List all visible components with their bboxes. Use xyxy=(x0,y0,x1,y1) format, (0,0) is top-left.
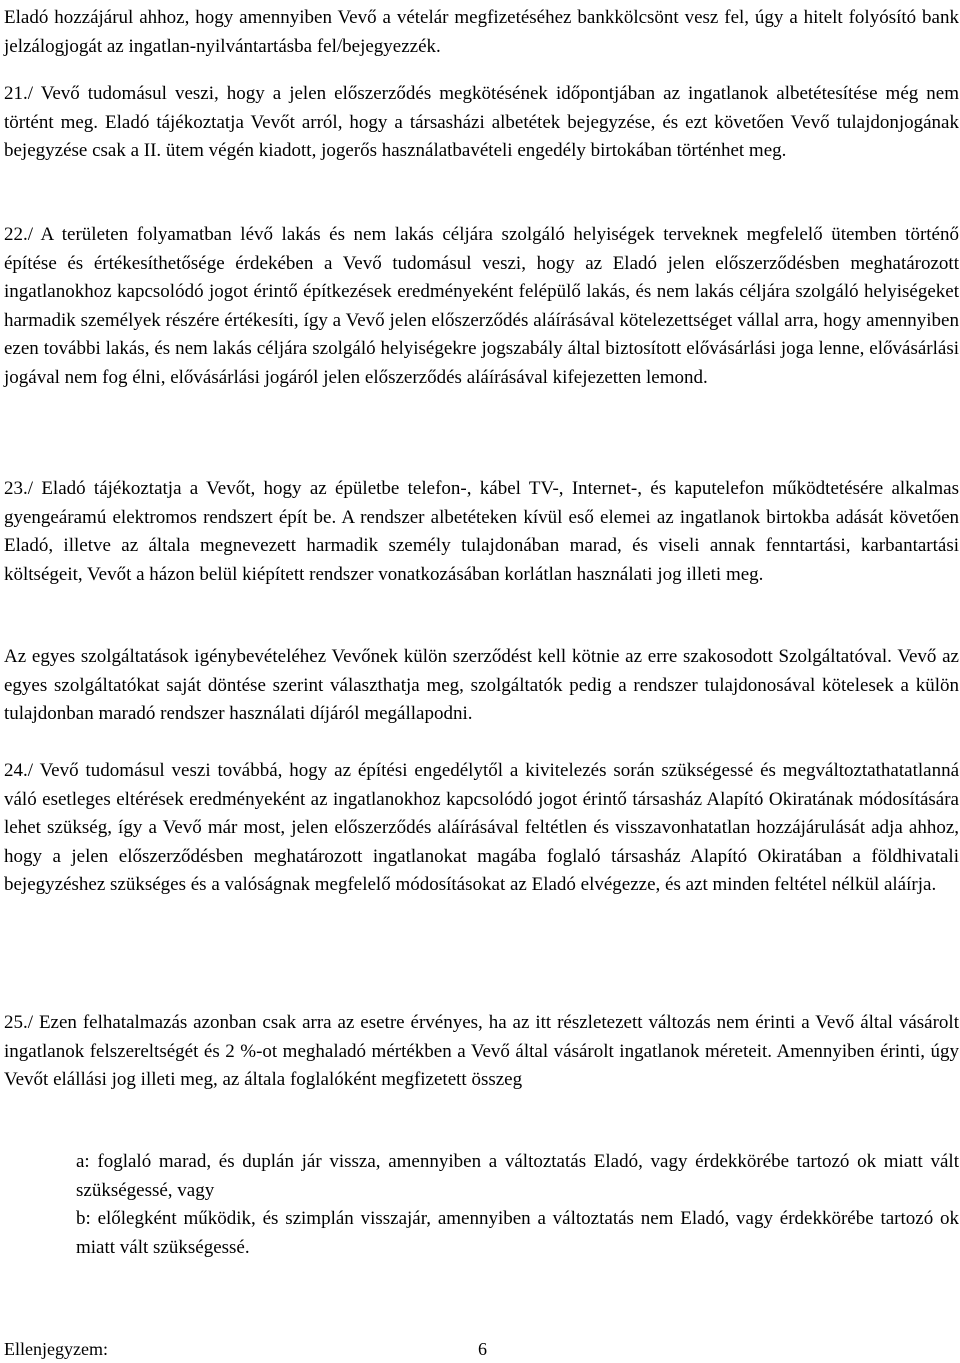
page-footer xyxy=(4,1335,524,1363)
paragraph-22: 22./ A területen folyamatban lévő lakás és nem lakás céljára szolgáló helyiségek terveknek megfelelő ütemben történő építése és értékesíthetősége érdekében a Vevő tudomásul veszi, hogy az Eladó jelen előszerződésben meghatározott ingatlanokhoz kapcsolódó jogot érintő építkezések eredményeként felépülő lakás, és nem lakás céljára szolgáló helyiségeket harmadik személyek részére értékesíti, így a Vevő jelen előszerződés aláírásával kötelezettséget vállal arra, hogy amennyiben ezen további lakás, és nem lakás céljára szolgáló helyiségekre jogszabály által biztosított elővásárlási joga lenne, elővásárlási jogával nem fog élni, elővásárlási jogáról jelen előszerződés aláírásával kifejezetten lemond. xyxy=(4,224,959,388)
paragraph-intro: Eladó hozzájárul ahhoz, hogy amennyiben Vevő a vételár megfizetéséhez bankkölcsönt vesz fel, úgy a hitelt folyósító bank jelzálogjogát az ingatlan-nyilvántartásba fel/bejegyezzék. xyxy=(4,7,959,57)
paragraph-25: 25./ Ezen felhatalmazás azonban csak arra az esetre érvényes, ha az itt részletezett változás nem érinti a Vevő által vásárolt ingatlanok felszereltségét és 2 %-ot meghaladó mértékben a Vevő által vásárolt ingatlanok méreteit. Amennyiben érinti, úgy Vevőt elállási jog illeti meg, az általa foglalóként megfizetett összeg xyxy=(4,1012,959,1091)
list-item-a: a: foglaló marad, és duplán jár vissza, amennyiben a változtatás Eladó, vagy érdekkörébe tartozó ok miatt vált szükségessé, vagy xyxy=(76,1151,959,1201)
paragraph-23: 23./ Eladó tájékoztatja a Vevőt, hogy az épületbe telefon-, kábel TV-, Internet-, és kaputelefon működtetésére alkalmas gyengeáramú elektromos rendszert épít be. A rendszer albetéteken kívül eső elemei az ingatlanok birtokba adását követően Eladó, illetve az általa megnevezett harmadik személy tulajdonában marad, és viseli annak fenntartási, karbantartási költségeit, Vevőt a házon belül kiépített rendszer vonatkozásában korlátlan használati jog illeti meg. xyxy=(4,478,959,585)
footer-countersign-label: Ellenjegyzem: xyxy=(4,1339,108,1359)
option-list xyxy=(76,1148,959,1262)
page-number: 6 xyxy=(478,1339,487,1359)
paragraph-szolgaltatasok: Az egyes szolgáltatások igénybevételéhez Vevőnek külön szerződést kell kötnie az erre szakosodott Szolgáltatóval. Vevő az egyes szolgáltatókat saját döntése szerint választhatja meg, szolgáltatók pedig a rendszer tulajdonosával kötelesek a külön tulajdonban maradó rendszer használati díjáról megállapodni. xyxy=(4,646,959,725)
list-item-b: b: előlegként működik, és szimplán visszajár, amennyiben a változtatás nem Eladó, vagy érdekkörébe tartozó ok miatt vált szükségessé. xyxy=(76,1208,959,1258)
paragraph-21: 21./ Vevő tudomásul veszi, hogy a jelen előszerződés megkötésének időpontjában az ingatlanok albetétesítése még nem történt meg. Eladó tájékoztatja Vevőt arról, hogy a társasházi albetétek bejegyzése, és ezt követően Vevő tulajdonjogának bejegyzése csak a II. ütem végén kiadott, jogerős használatbavételi engedély birtokában történhet meg. xyxy=(4,83,959,162)
paragraph-24: 24./ Vevő tudomásul veszi továbbá, hogy az építési engedélytől a kivitelezés során szükségessé és megváltoztathatatlanná váló esetleges eltérések eredményeként az ingatlanokhoz kapcsolódó jogot érintő társasház Alapító Okiratának módosítására lehet szükség, így a Vevő már most, jelen előszerződés aláírásával feltétlen és visszavonhatatlan hozzájárulását adja ahhoz, hogy a jelen előszerződésben meghatározott ingatlanokat magába foglaló társasház Alapító Okiratában a földhivatali bejegyzéshez szükséges és a valóságnak megfelelő módosításokat az Eladó elvégezze, és azt minden feltétel nélkül aláírja. xyxy=(4,760,959,896)
